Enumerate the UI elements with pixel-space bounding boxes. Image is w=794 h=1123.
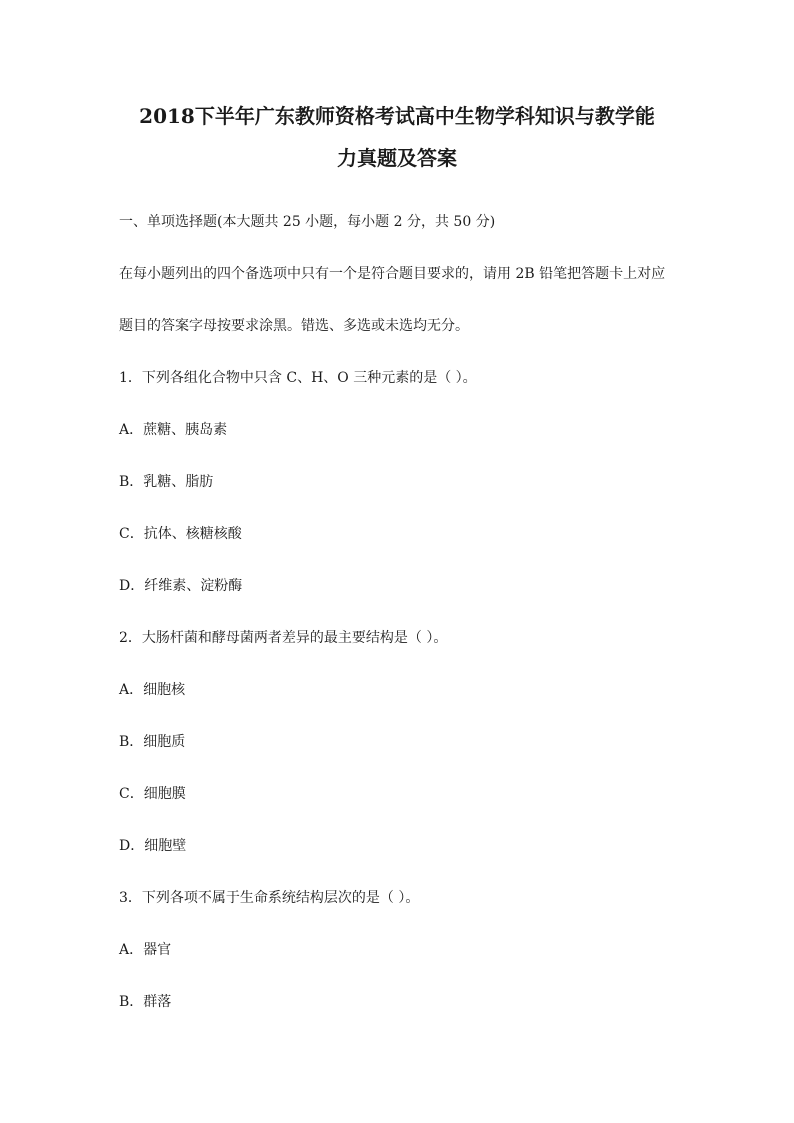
question-1-option-a: A．蔗糖、胰岛素: [119, 422, 228, 438]
section-heading: 一、单项选择题(本大题共 25 小题，每小题 2 分，共 50 分): [119, 214, 496, 230]
question-2-stem: 2．大肠杆菌和酵母菌两者差异的最主要结构是（ ）。: [119, 630, 448, 646]
question-2-option-a: A．细胞核: [119, 682, 186, 698]
question-3-stem: 3．下列各项不属于生命系统结构层次的是（ ）。: [119, 890, 420, 906]
question-3-option-b: B．群落: [119, 994, 172, 1010]
question-1-stem: 1．下列各组化合物中只含 C、H、O 三种元素的是（ ）。: [119, 370, 477, 386]
question-1-option-c: C．抗体、核糖核酸: [119, 526, 242, 542]
question-2-option-c: C．细胞膜: [119, 786, 186, 802]
question-1-option-d: D．纤维素、淀粉酶: [119, 578, 243, 594]
question-3-option-a: A．器官: [119, 942, 172, 958]
document-title-line1: 2018下半年广东教师资格考试高中生物学科知识与教学能: [139, 104, 655, 128]
instructions-line2: 题目的答案字母按要求涂黑。错选、多选或未选均无分。: [119, 318, 469, 334]
instructions-line1: 在每小题列出的四个备选项中只有一个是符合题目要求的，请用 2B 铅笔把答题卡上对应: [119, 266, 666, 282]
question-1-option-b: B．乳糖、脂肪: [119, 474, 214, 490]
question-2-option-d: D．细胞壁: [119, 838, 187, 854]
question-2-option-b: B．细胞质: [119, 734, 186, 750]
document-title-line2: 力真题及答案: [337, 146, 457, 170]
